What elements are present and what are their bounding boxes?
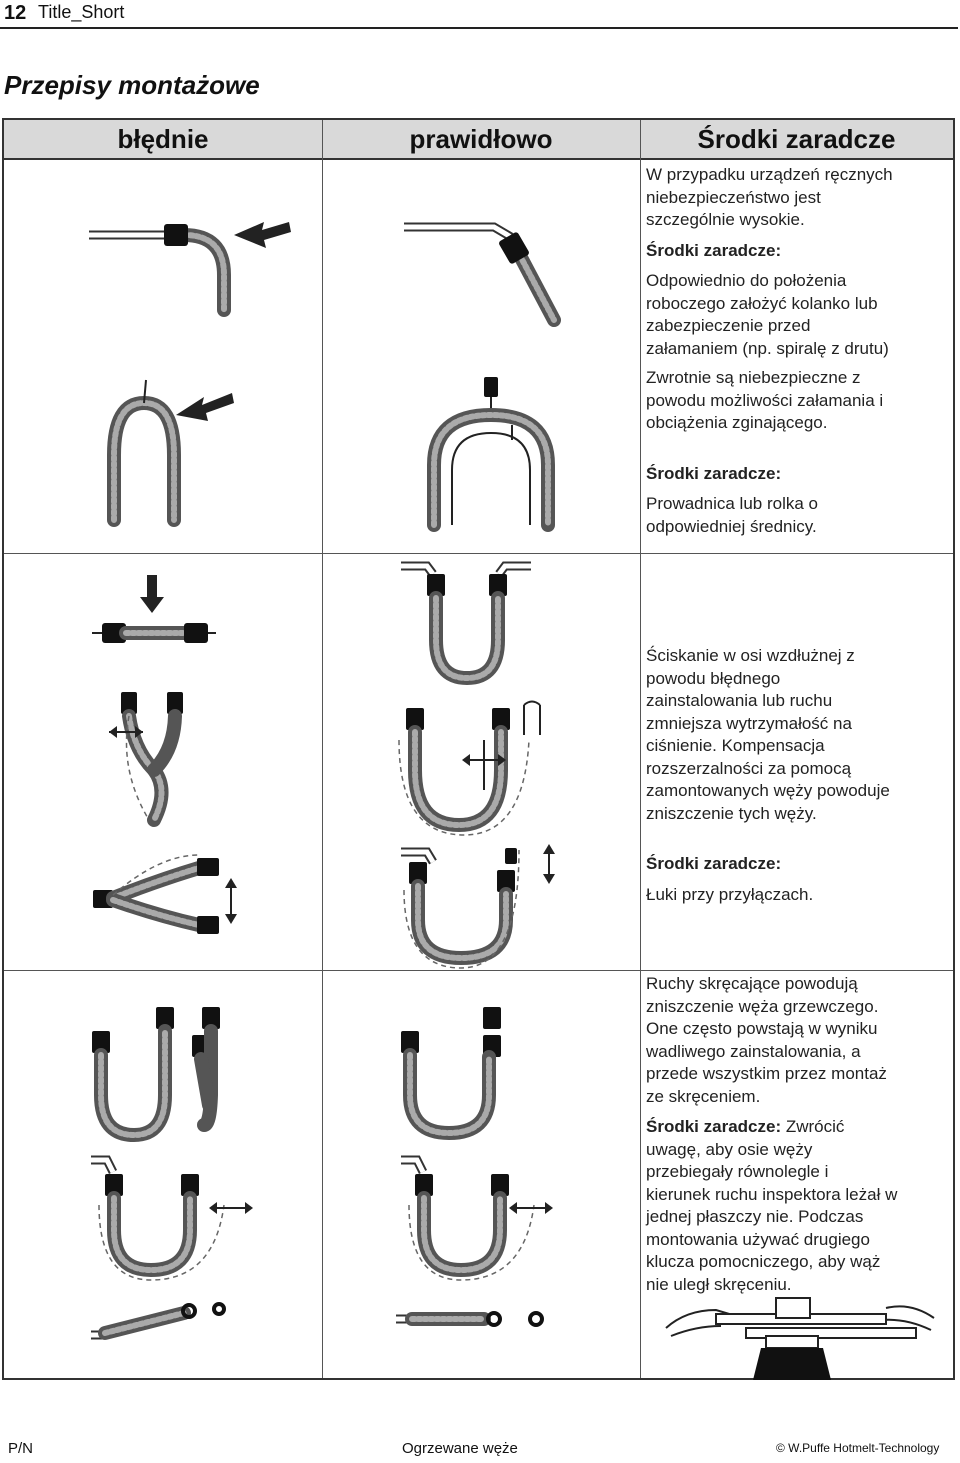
remedy-label: Środki zaradcze: [646,1117,782,1136]
page-header [0,0,960,28]
page-title: Przepisy montażowe [4,70,260,100]
page-footer [0,1428,960,1458]
angled-fitting-correct-illustration [399,215,569,335]
header-rule [0,27,958,29]
remedy-label: Środki zaradcze: [646,240,782,260]
twisted-offset-wrong-illustration [89,1150,259,1285]
u-bend-correct-illustration [399,560,539,690]
wrench-correct-illustration [394,1305,554,1345]
header-title: Title_Short [38,2,125,22]
column-header-remedies: Środki zaradcze [640,120,953,160]
twisted-u-hose-wrong-illustration [84,995,244,1145]
row2-text: Zwrotnie są niebezpieczne z powodu możliwości załamania i obciążenia zginającego. Środki zaradcze: Prowadnica lub rolka o odpowiedniej średnicy. [646,368,884,536]
column-header-wrong: błędnie [4,120,322,160]
two-wrenches-hands-illustration [666,1288,936,1380]
offset-u-hose-correct-illustration [399,1150,569,1285]
kinked-hose-wrong-illustration [84,210,314,320]
guided-loop-correct-illustration [424,375,584,545]
column-divider [322,120,323,1378]
tight-loop-wrong-illustration [104,375,244,525]
expansion-u-bend-correct-illustration [394,700,574,840]
remedy-label: Środki zaradcze: [646,854,782,873]
footer-part-number: P/N [8,1440,34,1457]
wrench-wrong-illustration [89,1295,249,1345]
row3-text: Ściskanie w osi wzdłużnej z powodu błędnego zainstalowania lub ruchu zmniejsza wytrzymałość na ciśnienie. Kompensacja rozszerzalności za pomocą zamontowanych węży powoduje zniszczenie tych węży. Środki zaradcze: Łuki przy przyłączach. [646,646,890,904]
column-header-correct: prawidłowo [322,120,640,160]
y-split-hose-wrong-illustration [109,680,219,830]
row1-text: W przypadku urządzeń ręcznych niebezpieczeństwo jest szczególnie wysokie. Środki zaradcze: Odpowiednio do położenia roboczego założyć kolanko lub zabezpieczenie przed załamaniem (np. spiralę z drutu) [646,165,893,358]
page-number: 12 [4,2,27,24]
row4-text: Ruchy skręcające powodują zniszczenie węża grzewczego. One często powstają w wyniku wadliwego zainstalowania, a przede wszystkim przez montaż ze skręceniem. Środki zaradcze: Zwrócić uwagę, aby osie węży przebiegały równolegle i kierunek ruchu inspektora leżał w jednej płaszczy nie. Podczas montowania używać drugiego klucza pomocniczego, aby wąż nie uległ skręceniu. [646,974,898,1294]
column-divider [640,120,641,1378]
remedy-label: Środki zaradcze: [646,463,782,483]
row-divider [4,970,953,971]
installation-table [2,118,955,1380]
straight-u-hose-correct-illustration [389,995,539,1145]
compressed-hose-wrong-illustration [84,575,224,655]
footer-copyright: © W.Puffe Hotmelt-Technology [776,1441,940,1455]
row-divider [4,553,953,554]
vertical-offset-u-bend-correct-illustration [399,840,569,970]
footer-section: Ogrzewane węże [402,1440,518,1457]
lateral-offset-wrong-illustration [79,850,249,960]
